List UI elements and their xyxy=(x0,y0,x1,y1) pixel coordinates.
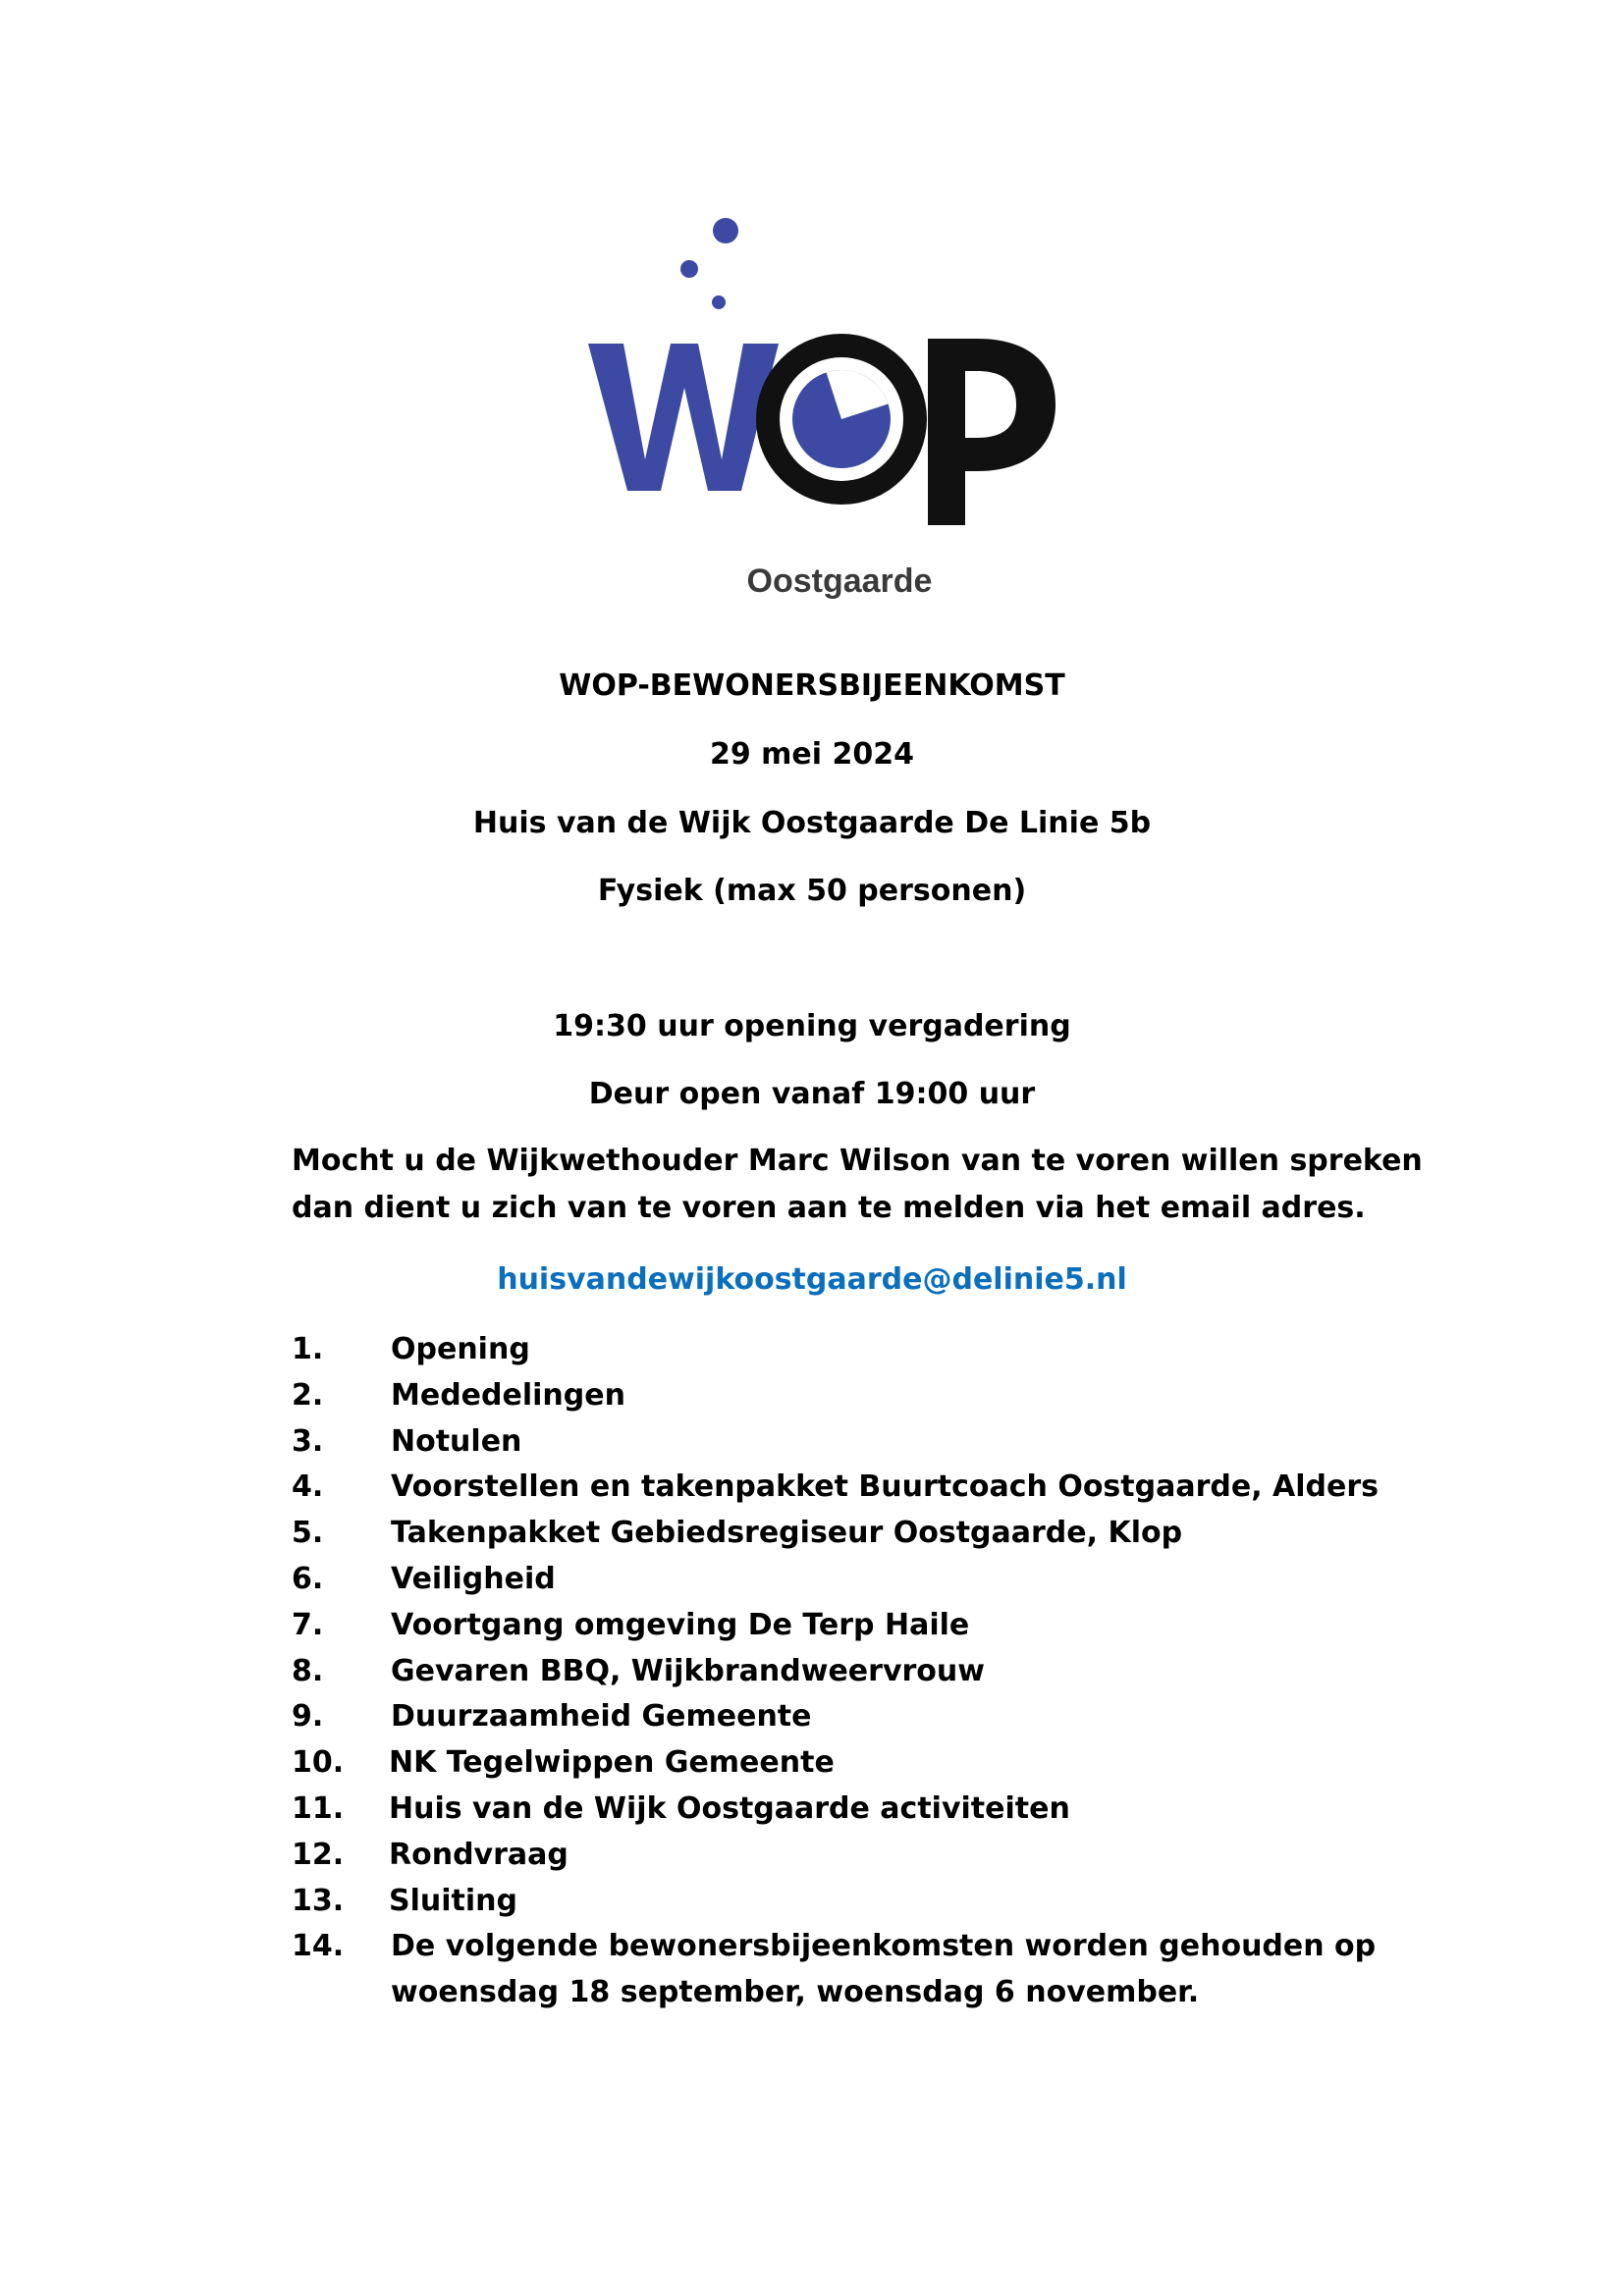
agenda-item-number: 6. xyxy=(292,1561,324,1596)
agenda-item xyxy=(292,1879,1411,1925)
agenda-item-number: 5. xyxy=(292,1516,324,1551)
agenda-item-number: 2. xyxy=(292,1377,324,1413)
logo-graphic xyxy=(555,196,1085,628)
agenda-item-text: Sluiting xyxy=(389,1883,517,1918)
agenda-item-number: 14. xyxy=(292,1929,345,1964)
wop-oostgaarde-logo xyxy=(555,196,1085,628)
intro-line-2: dan dient u zich van te voren aan te melden via het email adres. xyxy=(292,1191,1366,1225)
agenda-item-text-continued: woensdag 18 september, woensdag 6 november. xyxy=(391,1975,1200,2010)
agenda-item-number: 9. xyxy=(292,1699,324,1735)
intro-paragraph xyxy=(292,1138,1423,1232)
agenda-item-text: De volgende bewonersbijeenkomsten worden gehouden op xyxy=(391,1929,1377,1964)
agenda-item-text: Duurzaamheid Gemeente xyxy=(391,1699,812,1735)
agenda-item xyxy=(292,1419,1411,1466)
agenda-item xyxy=(292,1603,1411,1649)
agenda-item-text: Mededelingen xyxy=(391,1377,625,1413)
agenda-item-text: Voortgang omgeving De Terp Haile xyxy=(391,1607,970,1642)
agenda-item xyxy=(292,1373,1411,1419)
agenda-list xyxy=(292,1327,1411,2016)
agenda-item xyxy=(292,1465,1411,1511)
agenda-item xyxy=(292,1787,1411,1833)
meeting-format: Fysiek (max 50 personen) xyxy=(597,874,1027,908)
logo-subtitle: Oostgaarde xyxy=(746,562,933,600)
agenda-item-number: 12. xyxy=(292,1837,345,1872)
agenda-item xyxy=(292,1833,1411,1879)
agenda-item-number: 8. xyxy=(292,1653,324,1688)
logo-bubble xyxy=(713,218,738,243)
agenda-item-text: Gevaren BBQ, Wijkbrandweervrouw xyxy=(391,1653,985,1688)
meeting-title: WOP-BEWONERSBIJEENKOMST xyxy=(559,668,1065,703)
logo-letter-p xyxy=(928,339,1056,525)
intro-line-1: Mocht u de Wijkwethouder Marc Wilson van te voren willen spreken xyxy=(292,1144,1423,1178)
agenda-item-text: Takenpakket Gebiedsregiseur Oostgaarde, Klop xyxy=(391,1516,1183,1551)
agenda-item-text: Rondvraag xyxy=(389,1837,568,1872)
logo-bubble xyxy=(712,295,726,309)
agenda-item-number: 3. xyxy=(292,1423,324,1459)
agenda-item xyxy=(292,1511,1411,1557)
agenda-item-number: 11. xyxy=(292,1790,345,1826)
agenda-item-number: 13. xyxy=(292,1883,345,1918)
meeting-location: Huis van de Wijk Oostgaarde De Linie 5b xyxy=(472,806,1152,840)
agenda-item xyxy=(292,1924,1411,2016)
logo-bubble xyxy=(680,260,698,278)
agenda-item xyxy=(292,1740,1411,1787)
agenda-item xyxy=(292,1557,1411,1603)
meeting-date: 29 mei 2024 xyxy=(709,737,915,772)
agenda-item-number: 10. xyxy=(292,1745,345,1781)
agenda-item-text: Voorstellen en takenpakket Buurtcoach Oostgaarde, Alders xyxy=(391,1469,1380,1505)
agenda-item-number: 7. xyxy=(292,1607,324,1642)
agenda-item-text: Opening xyxy=(391,1332,530,1366)
agenda-item-text: NK Tegelwippen Gemeente xyxy=(389,1745,835,1781)
agenda-item-text: Notulen xyxy=(391,1423,522,1459)
logo-letter-w xyxy=(588,344,779,491)
agenda-item-text: Huis van de Wijk Oostgaarde activiteiten xyxy=(389,1790,1070,1826)
agenda-item xyxy=(292,1694,1411,1740)
agenda-item xyxy=(292,1649,1411,1695)
door-open-time: Deur open vanaf 19:00 uur xyxy=(588,1077,1036,1111)
agenda-item-text: Veiligheid xyxy=(391,1561,556,1596)
agenda-item-number: 4. xyxy=(292,1469,324,1505)
agenda-item-number: 1. xyxy=(292,1332,324,1366)
agenda-item xyxy=(292,1327,1411,1373)
contact-email-line xyxy=(0,1260,1624,1300)
contact-email-link[interactable]: huisvandewijkoostgaarde@delinie5.nl xyxy=(497,1262,1127,1297)
opening-time: 19:30 uur opening vergadering xyxy=(553,1009,1071,1043)
